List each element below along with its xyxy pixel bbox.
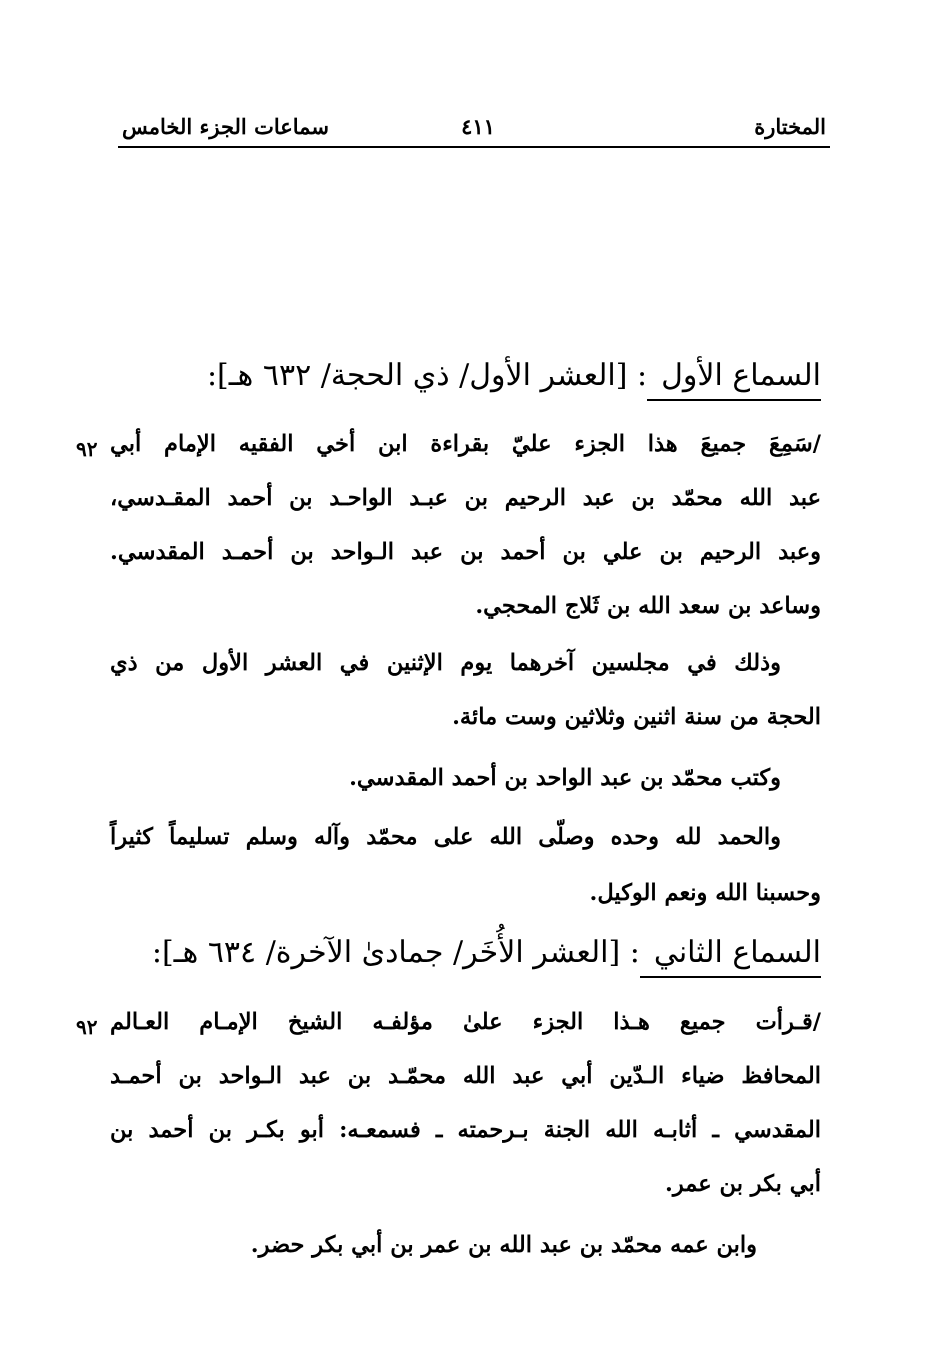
section1-heading <box>207 358 821 393</box>
section2-line-1: /قـرأت جميع هـذا الجزء علىٰ مؤلفـه الشيخ الإمـام العـالم <box>110 1009 821 1035</box>
section2-heading <box>152 935 821 970</box>
section1-line-1: /سَمِعَ جميعَ هذا الجزء عليّ بقراءة ابن أخي الفقيه الإمام أبي <box>110 431 821 457</box>
section2-margin-number: ٩٢ <box>76 1015 98 1039</box>
section1-line-4: وساعد بن سعد الله بن ثَلاج المحجي. <box>475 593 821 619</box>
running-header <box>118 106 830 148</box>
section2-line-5: وابن عمه محمّد بن عبد الله بن عمر بن أبي بكر حضر. <box>250 1232 757 1258</box>
section1-line-3: وعبد الرحيم بن علي بن أحمد بن عبد الـواحد بن أحمـد المقدسي. <box>110 539 821 565</box>
section1-line-9: وحسبنا الله ونعم الوكيل. <box>589 880 821 906</box>
header-book-title: المختارة <box>754 114 826 139</box>
section1-date: : [العشر الأول/ ذي الحجة/ ٦٣٢ هـ]: <box>206 358 648 393</box>
section2-line-2: المحافظ ضياء الـدّين أبي عبد الله محمّـد بن عبد الـواحد بن أحمـد <box>110 1063 821 1089</box>
section2-date: : [العشر الأُخَر/ جمادىٰ الآخرة/ ٦٣٤ هـ]: <box>151 935 640 970</box>
section1-margin-number: ٩٢ <box>76 437 98 461</box>
section1-line-5: وذلك في مجلسين آخرهما يوم الإثنين في العشر الأول من ذي <box>110 650 781 676</box>
page-number: ٤١١ <box>461 114 495 139</box>
section1-label: السماع الأول <box>647 358 821 401</box>
section2-line-3: المقدسي ـ أثابـه الله الجنة بـرحمته ـ فسمعـه: أبو بكـر بن أحمد بن <box>110 1117 821 1143</box>
header-section-title: سماعات الجزء الخامس <box>122 114 329 139</box>
section2-label: السماع الثاني <box>640 935 821 978</box>
section1-line-7: وكتب محمّد بن عبد الواحد بن أحمد المقدسي. <box>349 765 781 791</box>
section1-line-8: والحمد لله وحده وصلّى الله على محمّد وآله وسلم تسليماً كثيراً <box>110 824 781 850</box>
section2-line-4: أبي بكر بن عمر. <box>665 1171 821 1197</box>
section1-line-6: الحجة من سنة اثنين وثلاثين وست مائة. <box>452 704 821 730</box>
section1-line-2: عبد الله محمّد بن عبد الرحيم بن عبـد الواحـد بن أحمد المقـدسي، <box>110 485 821 511</box>
